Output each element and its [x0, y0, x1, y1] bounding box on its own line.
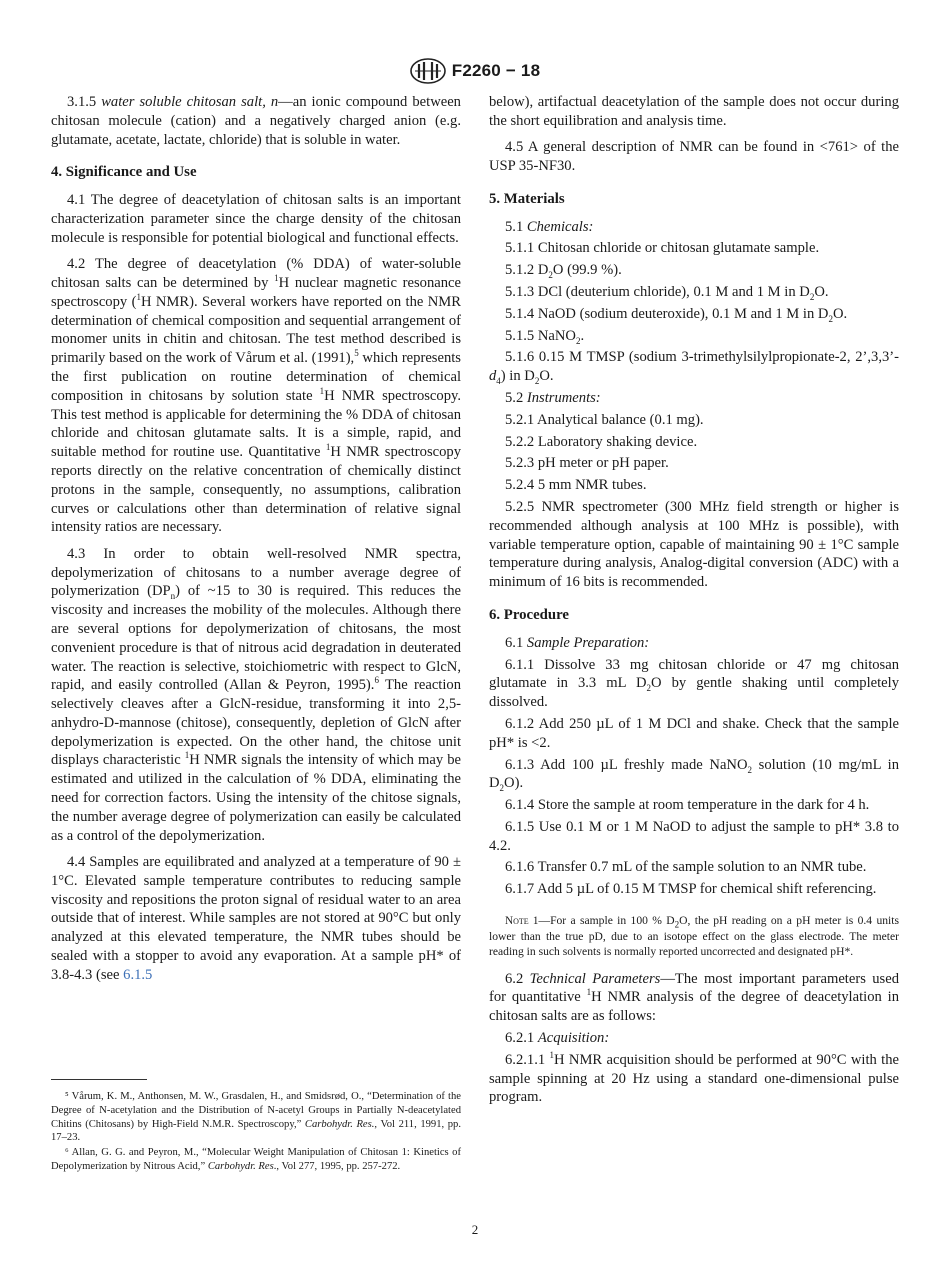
section-6-1-7: 6.1.7 Add 5 µL of 0.15 M TMSP for chemical shift referencing.: [505, 881, 877, 898]
section-5-2: 5.2 Instruments:: [505, 389, 601, 406]
section-5-1-1: 5.1.1 Chitosan chloride or chitosan glutamate sample.: [505, 240, 820, 257]
paragraph-4-2: 4.2 The degree of deacetylation (% DDA) of water-soluble chitosan salts can be determined by $^1$H nuclear magnetic resonance spectroscopy ($^1$H NMR). Several workers have reported on the NMR determination of chemical composition and sequential arrangement of monomer units in chitin and chitosan. The test method described is primarily based on the work of Vårum et al. (1991),$^5$ which represents the first publication on routine determination of chemical composition in chitosans by solution state $^1$H NMR spectroscopy. This test method is applicable for determining the % DDA of chitosan chloride and chitosan glutamate salts. It is a simple, rapid, and suitable method for routine use. Quantitative $^1$H NMR spectroscopy reports directly on the relative concentration of chemically distinct protons in the sample, consequently, no assumptions, calibration curves or calculations other than determination of relative signal intensity ratios are necessary.: [51, 256, 462, 536]
paragraph-4-3: 4.3 In order to obtain well-resolved NMR spectra, depolymerization of chitosans to a number average degree of polymerization $(DP_n)$ of ~15 to 30 is required. This reduces the viscosity and increases the mobility of the molecules. Although there are several options for depolymerization of chitosans, the most convenient procedure is that of nitrous acid degradation in deuterated water. The reaction is selective, stoichiometric with respect to GlcN, rapid, and easily controlled (Allan & Peyron, 1995).$^6$ The reaction selectively cleaves after a GlcN-residue, transforming it into 2,5-anhydro-D-mannose (chitose), consequently, depletion of GlcN after depolymerization is expected. On the other hand, the chitose unit displays characteristic $^1$H NMR signals the intensity of which may be estimated and utilized in the calculation of % DDA, eliminating the need for correction factors. Using the intensity of the chitose signals, the number average degree of polymerization can easily be calculated as a control of the depolymerization.: [51, 545, 462, 844]
document-id: F2260 − 18: [451, 61, 541, 80]
section-6-2-1-1: 6.2.1.1 $^1$H NMR acquisition should be performed at 90°C with the sample spinning at 20 Hz using a standard one-dimensional pulse program.: [489, 1050, 900, 1106]
footnote-6: ⁶ Allan, G. G. and Peyron, M., “Molecular Weight Manipulation of Chitosan 1: Kinetics of Depolymerization by Nitrous Acid,” Carbohydr. Res., Vol 277, 1995, pp. 257-272.: [51, 1147, 461, 1172]
paragraph-4-4: 4.4 Samples are equilibrated and analyzed at a temperature of 90 ± 1°C. Elevated sample temperature contributes to reducing sample viscosity and repositions the proton signal of residual water to an area outside that of interest. While samples are not stored at 90°C but only analyzed at this elevated temperature, the NMR tubes should be sealed with a stopper to avoid any evaporation. At a sample pH* of 3.8-4.3 (see 6.1.5: [51, 854, 461, 983]
page-number: 2: [471, 1222, 479, 1237]
heading-procedure: 6. Procedure: [489, 606, 569, 623]
section-6-1-6: 6.1.6 Transfer 0.7 mL of the sample solution to an NMR tube.: [505, 859, 867, 876]
section-5-1-2: 5.1.2 $D_2O$ (99.9 %).: [505, 262, 622, 281]
footnote-5: ⁵ Vårum, K. M., Anthonsen, M. W., Grasdalen, H., and Smidsrød, O., “Determination of the Degree of N-acetylation and the Distribution of N-acetyl Groups in Partially N-deacetylated Chitins (Chitosans) by High-Field N.M.R. Spectroscopy,” Carbohydr. Res., Vol 211, 1991, pp. 17–23.: [51, 1091, 461, 1144]
section-5-1-3: 5.1.3 DCl (deuterium chloride), 0.1 M and 1 M in $D_2O$.: [505, 283, 829, 302]
section-3-1-5: 3.1.5 water soluble chitosan salt, n—an ionic compound between chitosan molecule (cation) and a negatively charged anion (e.g. glutamate, acetate, lactate, chloride) that is soluble in water.: [51, 94, 461, 148]
section-5-2-1: 5.2.1 Analytical balance (0.1 mg).: [505, 411, 704, 428]
section-5-1-4: 5.1.4 NaOD (sodium deuteroxide), 0.1 M and 1 M in $D_2O$.: [505, 305, 848, 324]
section-5-1: 5.1 Chemicals:: [505, 218, 594, 235]
section-5-2-4: 5.2.4 5 mm NMR tubes.: [505, 477, 647, 494]
section-6-1: 6.1 Sample Preparation:: [505, 634, 650, 651]
section-6-2-1: 6.2.1 Acquisition:: [505, 1030, 610, 1047]
note-1: Note 1—For a sample in 100 % $D_2O$, the pH reading on a pH meter is 0.4 units lower than the true pD, due to an isotope effect on the glass electrode. The meter reading in such solvents is normally reported uncorrected and designated pH*.: [489, 914, 899, 959]
astm-logo-icon: [410, 58, 446, 84]
section-5-2-3: 5.2.3 pH meter or pH paper.: [505, 455, 669, 472]
right-column: [489, 93, 899, 1110]
heading-materials: 5. Materials: [489, 190, 565, 207]
section-5-2-5: 5.2.5 NMR spectrometer (300 MHz field strength or higher is recommended although analysis at 100 MHz is possible), with variable temperature option, capable of maintaining 90 ± 1°C sample temperature during analysis, Analog-digital conversion (ADC) with a minimum of 16 bits is recommended.: [489, 498, 899, 591]
section-5-2-2: 5.2.2 Laboratory shaking device.: [505, 433, 698, 450]
link-6-1-5[interactable]: 6.1.5: [123, 966, 153, 983]
footnote-divider: [51, 1079, 147, 1080]
footnotes: [51, 1090, 461, 1175]
paragraph-4-4-continued: below), artifactual deacetylation of the sample does not occur during the short equilibration and analysis time.: [489, 94, 899, 129]
paragraph-4-1: 4.1 The degree of deacetylation of chitosan salts is an important characterization parameter since the charge density of the chitosan molecule is responsible for potential biological and functional effects.: [51, 192, 461, 246]
section-6-2: 6.2 Technical Parameters—The most important parameters used for quantitative $^1$H NMR analysis of the degree of deacetylation in chitosan salts are as follows:: [489, 970, 900, 1025]
section-5-1-5: 5.1.5 NaNO$_2$.: [505, 327, 585, 346]
page-header: [0, 58, 950, 84]
section-6-1-2: 6.1.2 Add 250 µL of 1 M DCl and shake. Check that the sample pH* is <2.: [489, 715, 899, 751]
section-6-1-1: 6.1.1 Dissolve 33 mg chitosan chloride or 47 mg chitosan glutamate in 3.3 mL $D_2O$ by gentle shaking until completely dissolved.: [489, 656, 900, 711]
paragraph-4-5: 4.5 A general description of NMR can be found in <761> of the USP 35-NF30.: [489, 139, 899, 174]
section-6-1-3: 6.1.3 Add 100 µL freshly made NaNO$_2$ solution (10 mg/mL in $D_2O$).: [489, 756, 899, 794]
section-6-1-4: 6.1.4 Store the sample at room temperature in the dark for 4 h.: [505, 797, 870, 814]
section-6-1-5: 6.1.5 Use 0.1 M or 1 M NaOD to adjust the sample to pH* 3.8 to 4.2.: [489, 818, 899, 854]
section-5-1-6: 5.1.6 0.15 M TMSP (sodium 3-trimethylsilylpropionate-2, $2’,3,3’-d_4$) in $D_2O$.: [489, 349, 899, 387]
left-column: [51, 93, 461, 992]
heading-significance: 4. Significance and Use: [51, 164, 197, 181]
